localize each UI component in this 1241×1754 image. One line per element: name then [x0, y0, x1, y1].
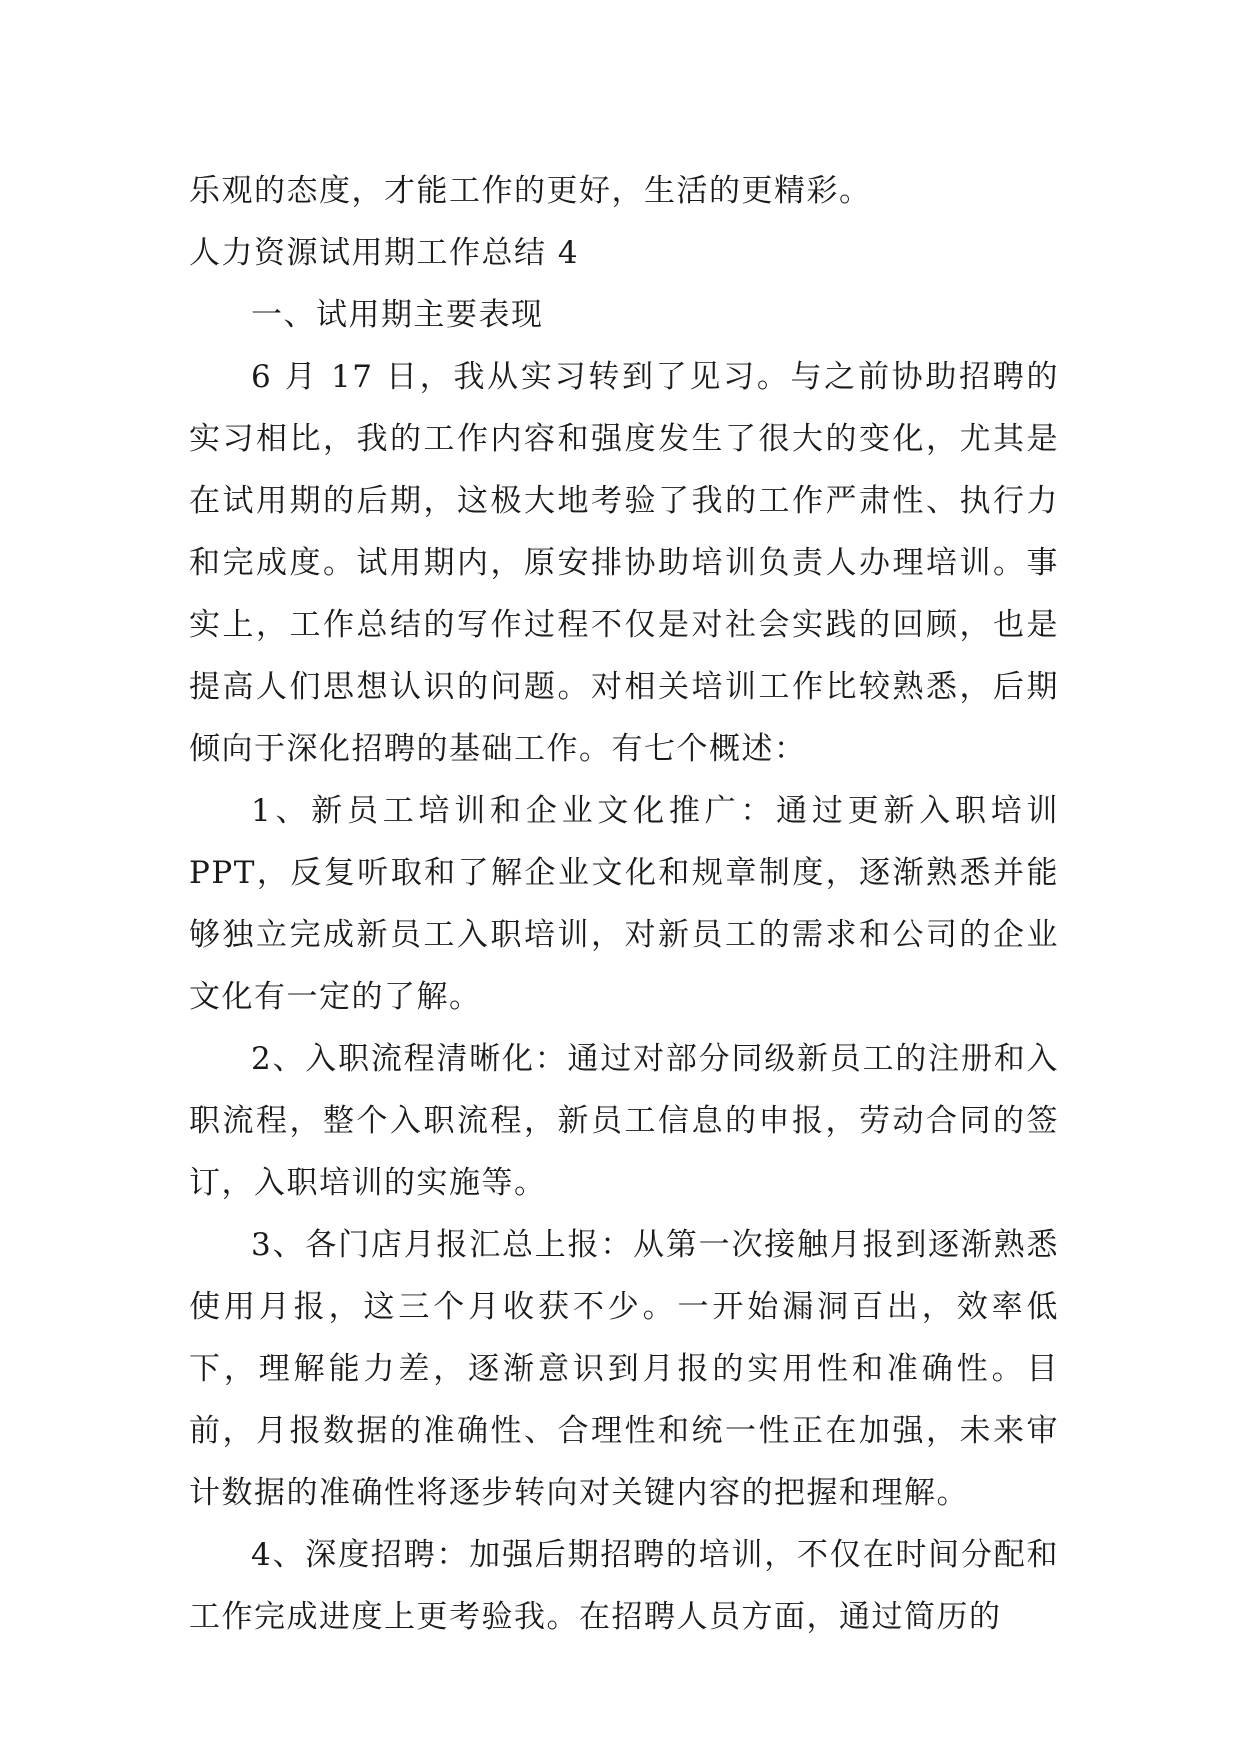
paragraph-item-2: 2、入职流程清晰化：通过对部分同级新员工的注册和入职流程，整个入职流程，新员工信息的申报，劳动合同的签订，入职培训的实施等。 [189, 1041, 1059, 1201]
paragraph-item-3: 3、各门店月报汇总上报：从第一次接触月报到逐渐熟悉使用月报，这三个月收获不少。一开始漏洞百出，效率低下，理解能力差，逐渐意识到月报的实用性和准确性。目前，月报数据的准确性、合理性和统一性正在加强，未来审计数据的准确性将逐步转向对关键内容的把握和理解。 [189, 1227, 1059, 1511]
paragraph-closing-line: 乐观的态度，才能工作的更好，生活的更精彩。 [189, 173, 872, 209]
section-title: 人力资源试用期工作总结 4 [189, 235, 580, 271]
document-body [189, 160, 1059, 1648]
subsection-heading: 一、试用期主要表现 [251, 297, 544, 333]
paragraph-intro: 6 月 17 日，我从实习转到了见习。与之前协助招聘的实习相比，我的工作内容和强度发生了很大的变化，尤其是在试用期的后期，这极大地考验了我的工作严肃性、执行力和完成度。试用期内，原安排协助培训负责人办理培训。事实上，工作总结的写作过程不仅是对社会实践的回顾，也是提高人们思想认识的问题。对相关培训工作比较熟悉，后期倾向于深化招聘的基础工作。有七个概述： [189, 359, 1059, 767]
paragraph-item-4: 4、深度招聘：加强后期招聘的培训，不仅在时间分配和工作完成进度上更考验我。在招聘人员方面，通过简历的 [189, 1537, 1059, 1635]
paragraph-item-1: 1、新员工培训和企业文化推广：通过更新入职培训 PPT，反复听取和了解企业文化和规章制度，逐渐熟悉并能够独立完成新员工入职培训，对新员工的需求和公司的企业文化有一定的了解。 [189, 793, 1059, 1015]
